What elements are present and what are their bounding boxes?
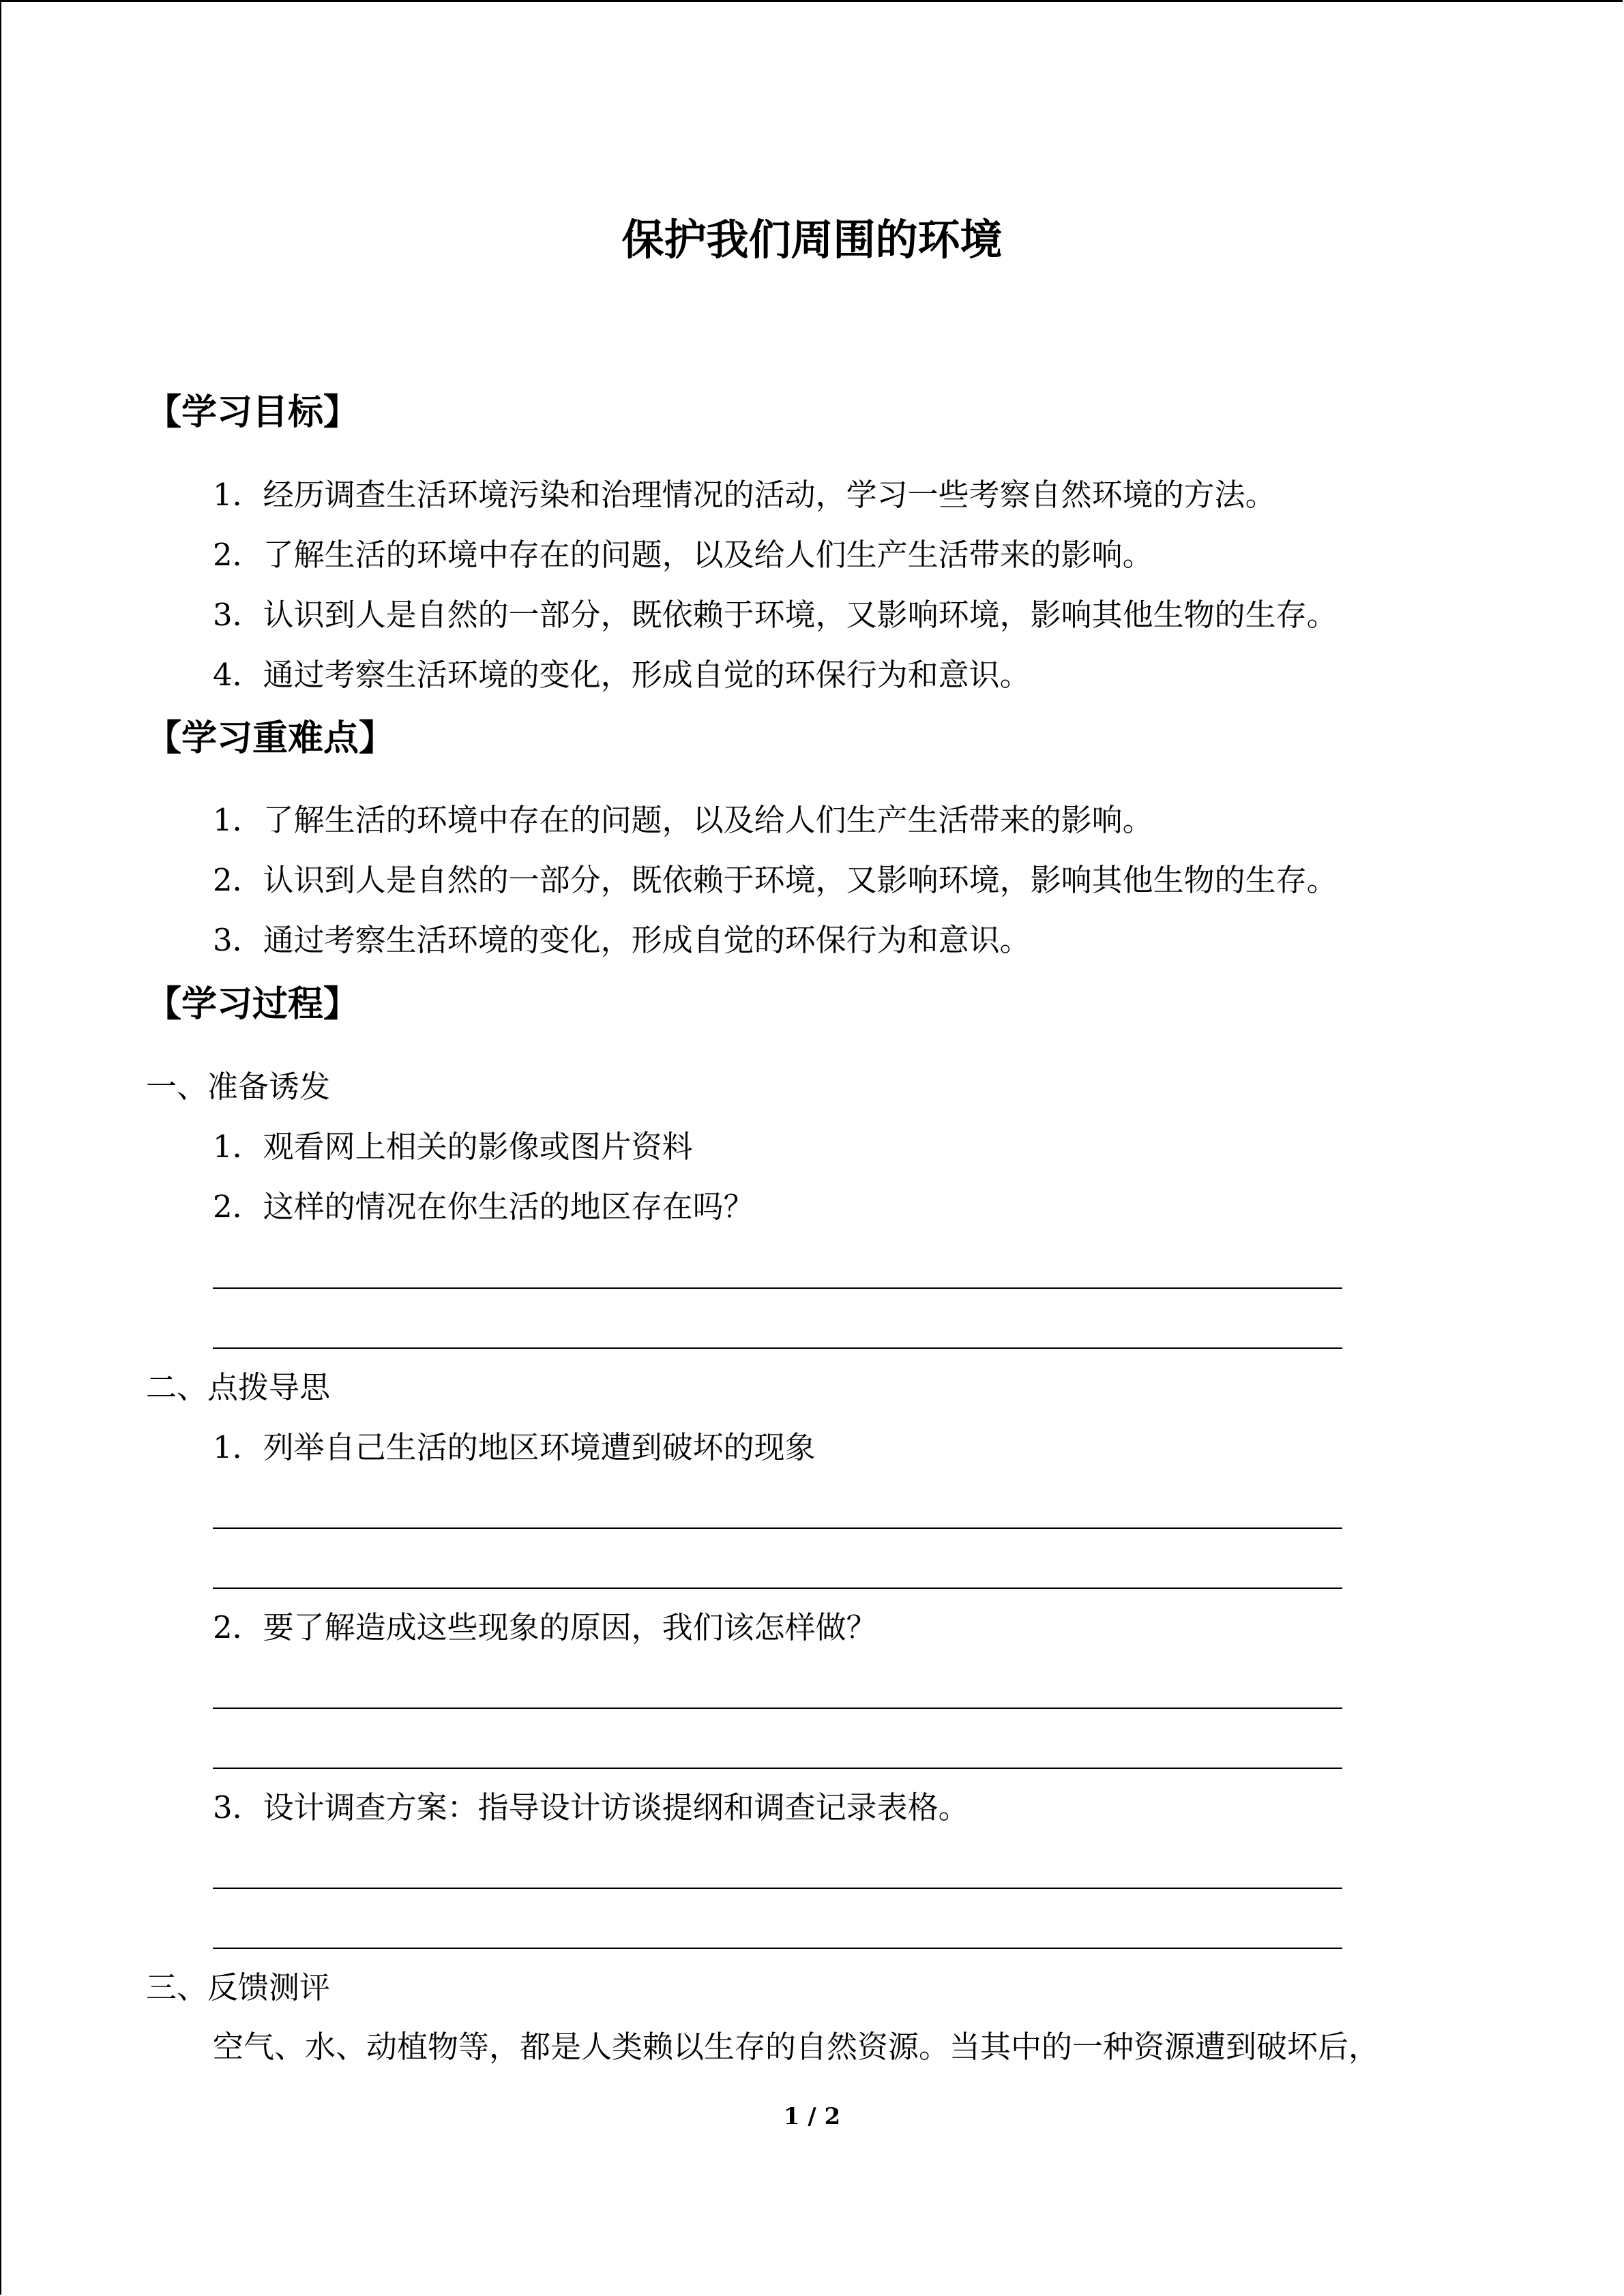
answer-line [213,1948,1342,1949]
section1-item: 2．这样的情况在你生活的地区存在吗？ [213,1189,754,1225]
key-point-item: 2．认识到人是自然的一部分，既依赖于环境，又影响环境，影响其他生物的生存。 [213,862,1338,898]
section2-item: 2．要了解造成这些现象的原因，我们该怎样做？ [213,1609,877,1645]
key-point-item: 1．了解生活的环境中存在的问题，以及给人们生产生活带来的影响。 [213,802,1153,838]
answer-line [213,1708,1342,1709]
answer-line [213,1347,1342,1349]
objective-item: 2．了解生活的环境中存在的问题，以及给人们生产生活带来的影响。 [213,537,1153,573]
objectives-heading: 【学习目标】 [146,392,359,433]
answer-line [213,1287,1342,1289]
section2-item: 3．设计调查方案：指导设计访谈提纲和调查记录表格。 [213,1789,969,1825]
objective-item: 4．通过考察生活环境的变化，形成自觉的环保行为和意识。 [213,657,1031,693]
section-label-prepare: 一、准备诱发 [146,1069,331,1105]
document-title: 保护我们周围的环境 [621,215,1003,265]
answer-line [213,1768,1342,1769]
section1-item: 1．观看网上相关的影像或图片资料 [213,1129,693,1165]
answer-line [213,1527,1342,1529]
objective-item: 3．认识到人是自然的一部分，既依赖于环境，又影响环境，影响其他生物的生存。 [213,597,1338,633]
key-points-heading: 【学习重难点】 [146,718,395,759]
objective-item: 1．经历调查生活环境污染和治理情况的活动，学习一些考察自然环境的方法。 [213,477,1276,513]
section-label-guide: 二、点拨导思 [146,1369,331,1405]
section-label-feedback: 三、反馈测评 [146,1969,331,2006]
section2-item: 1．列举自己生活的地区环境遭到破坏的现象 [213,1429,816,1465]
page-number: 1 / 2 [783,2103,841,2130]
process-heading: 【学习过程】 [146,984,359,1025]
answer-line [213,1587,1342,1589]
key-point-item: 3．通过考察生活环境的变化，形成自觉的环保行为和意识。 [213,922,1031,958]
answer-line [213,1888,1342,1889]
feedback-paragraph: 空气、水、动植物等，都是人类赖以生存的自然资源。当其中的一种资源遭到破坏后， [213,2029,1380,2065]
